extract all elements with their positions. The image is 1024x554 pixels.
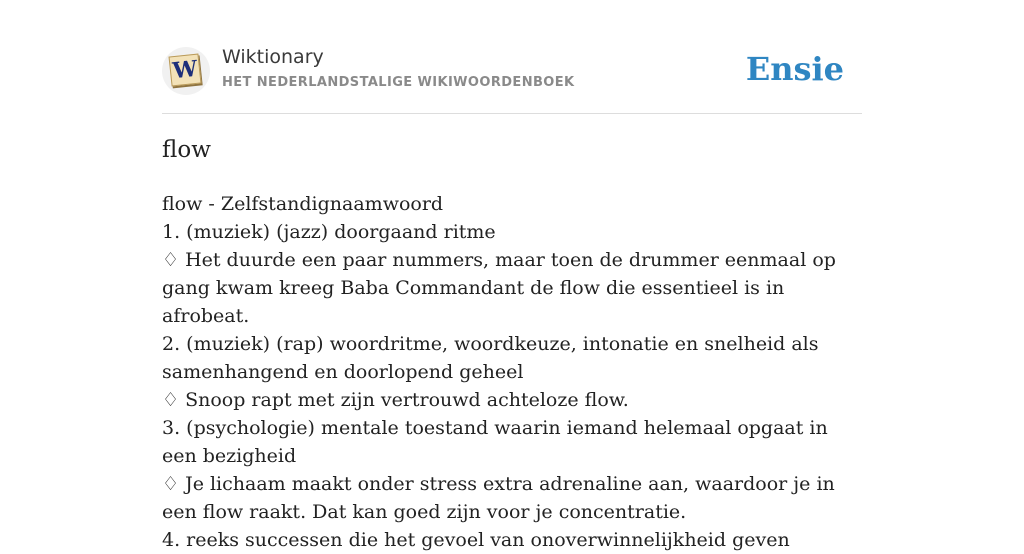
definition-2: 2. (muziek) (rap) woordritme, woordkeuze, intonatie en snelheid als samenhangend en doorlopend geheel <box>162 333 819 383</box>
header <box>162 44 862 100</box>
site-name[interactable]: Wiktionary <box>222 46 324 68</box>
example-3: ♢ Je lichaam maakt onder stress extra adrenaline aan, waardoor je in een flow raakt. Dat kan goed zijn voor je concentratie. <box>162 473 835 523</box>
site-tagline: HET NEDERLANDSTALIGE WIKIWOORDENBOEK <box>222 75 575 90</box>
wiktionary-logo-icon[interactable] <box>162 47 210 95</box>
definition-1: 1. (muziek) (jazz) doorgaand ritme <box>162 221 496 243</box>
header-divider <box>162 113 862 114</box>
definition-4: 4. reeks successen die het gevoel van onoverwinnelijkheid geven <box>162 529 790 551</box>
example-1: ♢ Het duurde een paar nummers, maar toen de drummer eenmaal op gang kwam kreeg Baba Commandant de flow die essentieel is in afrobeat. <box>162 249 836 327</box>
page-title: flow <box>162 137 211 163</box>
entry-heading: flow - Zelfstandignaamwoord <box>162 193 444 215</box>
definition-body <box>162 190 862 554</box>
ensie-brand-logo[interactable]: Ensie <box>745 50 844 88</box>
logo-tile <box>169 54 202 87</box>
definition-3: 3. (psychologie) mentale toestand waarin iemand helemaal opgaat in een bezigheid <box>162 417 828 467</box>
example-2: ♢ Snoop rapt met zijn vertrouwd achteloze flow. <box>162 389 629 411</box>
logo-letter: W <box>171 55 199 85</box>
